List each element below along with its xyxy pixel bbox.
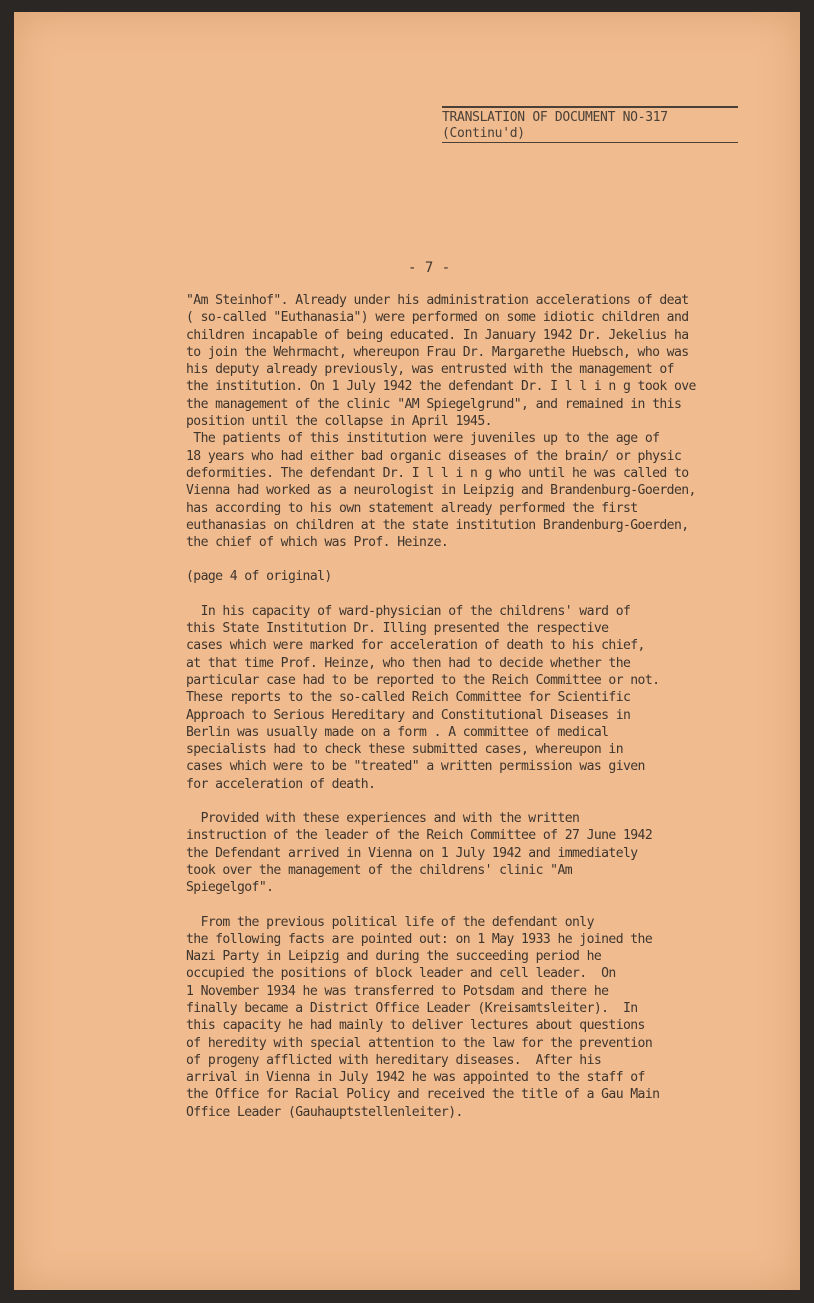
document-body <box>186 292 776 1121</box>
paragraph-3: In his capacity of ward-physician of the childrens' ward of this State Institution Dr. Illing presented the respective cases which were marked for acceleration of death to his chief, at that time Prof. Heinze, who then had to decide whether the particular case had to be reported to the Reich Committee or not. These reports to the so-called Reich Committee for Scientific Approach to Serious Hereditary and Constitutional Diseases in Berlin was usually made on a form . A committee of medical specialists had to check these submitted cases, whereupon in cases which were to be "treated" a written permission was given for acceleration of death. <box>186 603 660 792</box>
header-top-rule <box>442 106 738 108</box>
header-bottom-rule <box>442 142 738 144</box>
document-header <box>442 106 738 143</box>
paragraph-2: The patients of this institution were juveniles up to the age of 18 years who had either bad organic diseases of the brain/ or physic deformities. The defendant Dr. I l l i n g who until he was called to Vienna had worked as a neurologist in Leipzig and Brandenburg-Goerden, has according to his own statement already performed the first euthanasias on children at the state institution Brandenburg-Goerden, the chief of which was Prof. Heinze. <box>186 431 696 551</box>
paragraph-5: From the previous political life of the defendant only the following facts are pointed out: on 1 May 1933 he joined the Nazi Party in Leipzig and during the succeeding period he occupied the positions of block leader and cell leader. On 1 November 1934 he was transferred to Potsdam and there he finally became a District Office Leader (Kreisamtsleiter). In this capacity he had mainly to deliver lectures about questions of heredity with special attention to the law for the prevention of progeny afflicted with hereditary diseases. After his arrival in Vienna in July 1942 he was appointed to the staff of the Office for Racial Policy and received the title of a Gau Main Office Leader (Gauhauptstellenleiter). <box>186 914 660 1120</box>
page-reference: (page 4 of original) <box>186 569 332 585</box>
page-number: - 7 - <box>408 260 451 276</box>
document-page <box>14 12 800 1290</box>
header-title: TRANSLATION OF DOCUMENT NO-317 <box>442 109 668 125</box>
paragraph-4: Provided with these experiences and with the written instruction of the leader of the Reich Committee of 27 June 1942 the Defendant arrived in Vienna on 1 July 1942 and immediately took over the management of the childrens' clinic "Am Spiegelgof". <box>186 811 653 896</box>
header-continued: (Continu'd) <box>442 125 525 141</box>
paragraph-1: "Am Steinhof". Already under his administration accelerations of deat ( so-called "Euthanasia") were performed on some idiotic children and children incapable of being educated. In January 1942 Dr. Jekelius ha to join the Wehrmacht, whereupon Frau Dr. Margarethe Huebsch, who was his deputy already previously, was entrusted with the management of the institution. On 1 July 1942 the defendant Dr. I l l i n g took ove the management of the clinic "AM Spiegelgrund", and remained in this position until the collapse in April 1945. <box>186 293 696 430</box>
